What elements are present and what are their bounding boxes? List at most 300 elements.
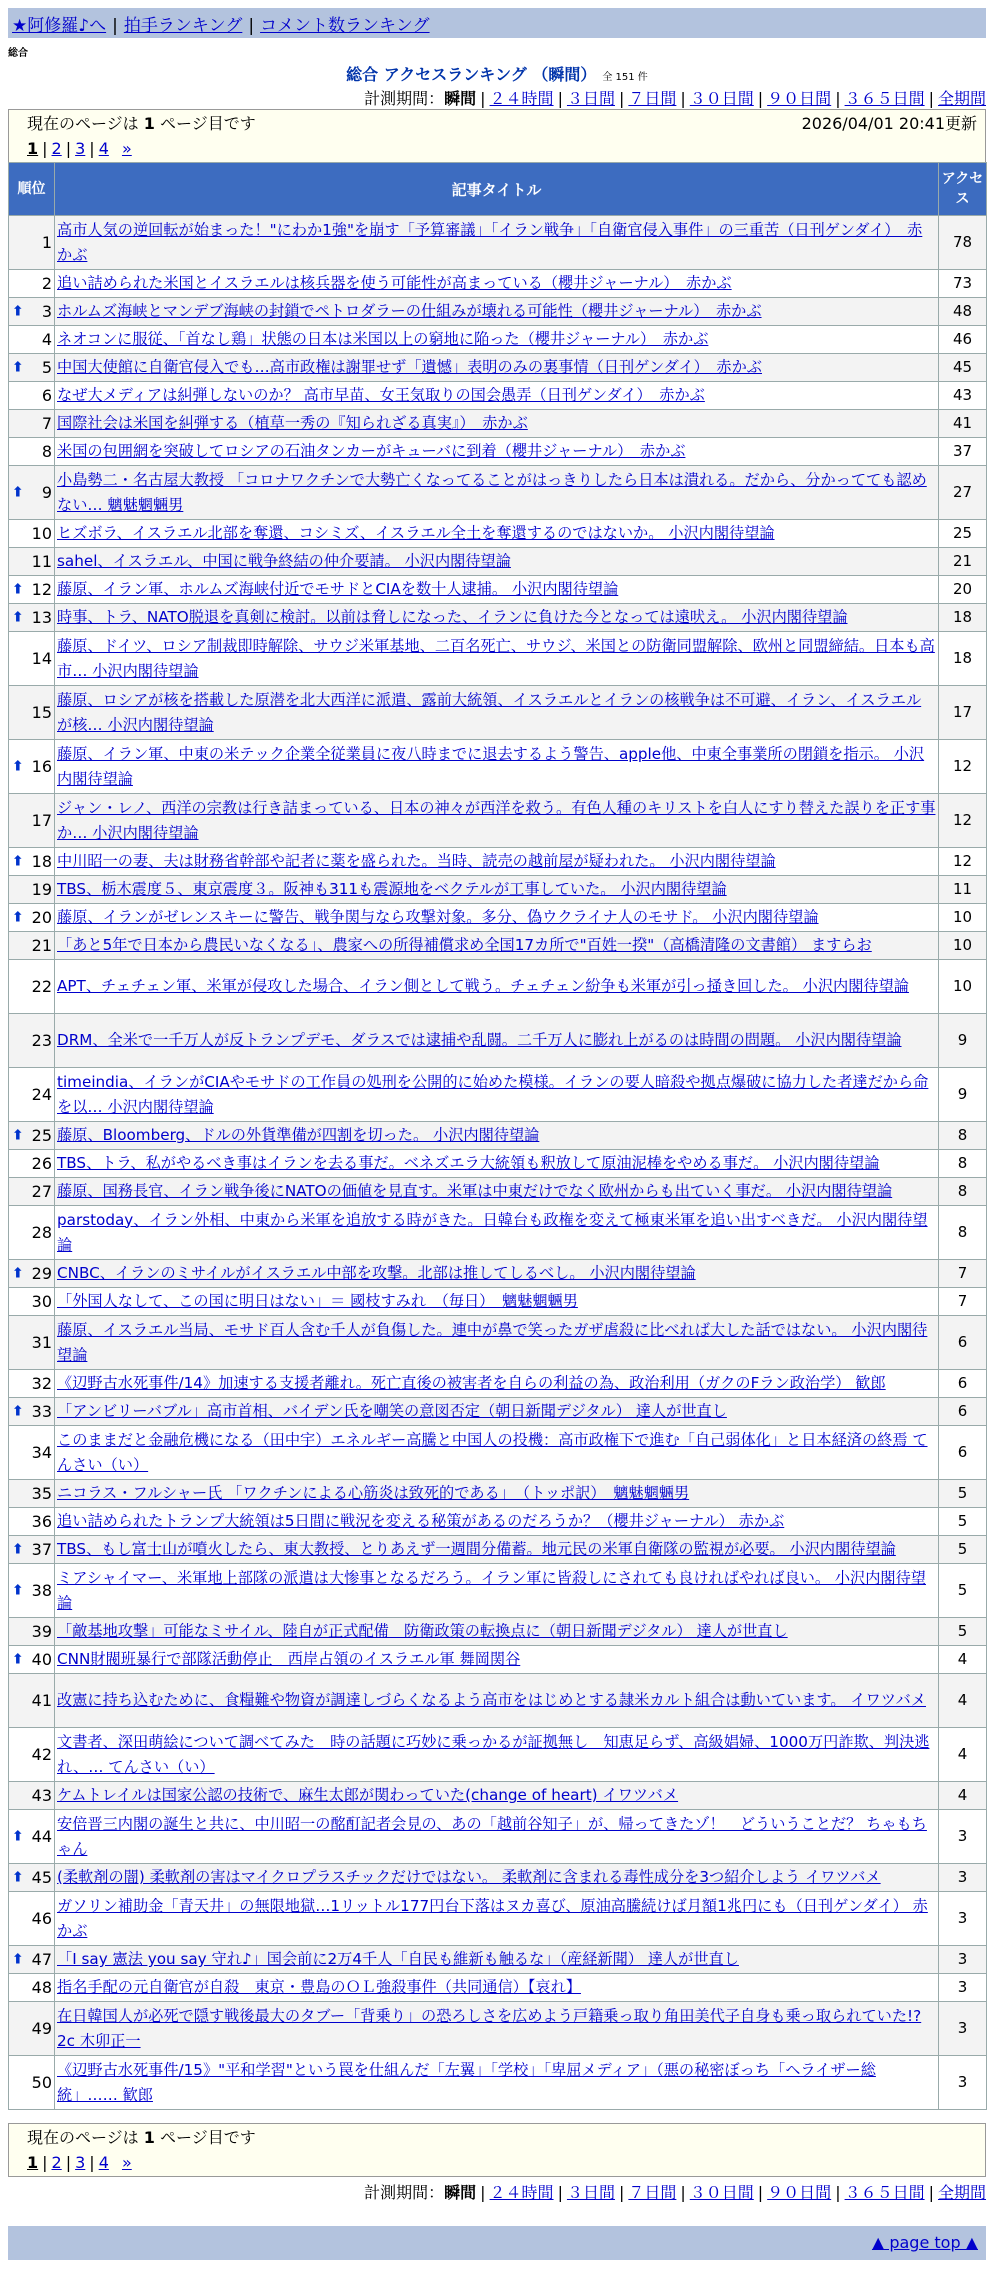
rank-cell	[9, 270, 55, 298]
article-link[interactable]: 米国の包囲網を突破してロシアの石油タンカーがキューバに到着（櫻井ジャーナル） 赤かぶ	[57, 442, 686, 460]
title-cell	[55, 1178, 939, 1206]
table-row	[9, 1508, 987, 1536]
rank-cell	[9, 326, 55, 354]
article-link[interactable]: ニコラス・フルシャー氏 「ワクチンによる心筋炎は致死的である」 （トッポ訳） 魑魅魍魎男	[57, 1484, 690, 1502]
rank-number: 1	[41, 233, 52, 252]
rank-number: 9	[41, 483, 52, 502]
article-link[interactable]: 文書者、深田萌絵について調べてみた 時の話題に巧妙に乗っかるが証拠無し 知恵足らず、高級娼婦、1000万円詐欺、判決逃れ、… てんさい（い）	[57, 1732, 930, 1776]
rank-number: 49	[31, 2019, 52, 2038]
access-count: 3	[939, 1892, 987, 1946]
rank-cell	[9, 1810, 55, 1864]
rank-cell	[9, 932, 55, 960]
table-row	[9, 438, 987, 466]
period-link[interactable]: ７日間	[628, 89, 677, 108]
title-cell	[55, 1426, 939, 1480]
table-row	[9, 270, 987, 298]
article-link[interactable]: 「あと5年で日本から農民いなくなる」、農家への所得補償求め全国17カ所で"百姓一揆"（高橋清隆の文書館） ますらお	[57, 936, 872, 954]
table-header	[9, 163, 987, 216]
article-link[interactable]: DRM、全米で一千万人が反トランプデモ、ダラスでは逮捕や乱闘。二千万人に膨れ上がるのは時間の問題。 小沢内閣待望論	[57, 1031, 902, 1049]
up-arrow-icon: ⬆	[12, 1828, 24, 1844]
access-count: 46	[939, 326, 987, 354]
table-row	[9, 794, 987, 848]
rank-cell	[9, 548, 55, 576]
up-arrow-icon: ⬆	[12, 1403, 24, 1419]
rank-cell	[9, 298, 55, 326]
access-count: 48	[939, 298, 987, 326]
pager-current: 1	[27, 139, 39, 158]
title-cell	[55, 1646, 939, 1674]
pager-link[interactable]: 2	[51, 139, 62, 158]
rank-number: 24	[31, 1085, 52, 1104]
table-row	[9, 576, 987, 604]
access-count: 27	[939, 466, 987, 520]
rank-number: 34	[31, 1443, 52, 1462]
article-link[interactable]: なぜ大メディアは糾弾しないのか？ 高市早苗、女王気取りの国会愚弄（日刊ゲンダイ） 赤かぶ	[57, 386, 705, 404]
access-count: 5	[939, 1480, 987, 1508]
article-link[interactable]: 《辺野古水死事件/14》加速する支援者離れ。死亡直後の被害者を自らの利益の為、政治利用（ガクのFラン政治学） 歓郎	[57, 1374, 886, 1392]
rank-cell	[9, 2056, 55, 2110]
article-link[interactable]: 追い詰められた米国とイスラエルは核兵器を使う可能性が高まっている（櫻井ジャーナル） 赤かぶ	[57, 274, 732, 292]
title-cell	[55, 576, 939, 604]
up-arrow-icon: ⬆	[12, 1651, 24, 1667]
table-row	[9, 740, 987, 794]
rank-number: 20	[31, 908, 52, 927]
table-row	[9, 410, 987, 438]
title-cell	[55, 1260, 939, 1288]
title-cell	[55, 740, 939, 794]
article-link[interactable]: sahel、イスラエル、中国に戦争終結の仲介要請。 小沢内閣待望論	[57, 552, 511, 570]
access-count: 9	[939, 1014, 987, 1068]
period-link[interactable]: ７日間	[628, 2183, 677, 2202]
title-cell	[55, 410, 939, 438]
title-cell	[55, 382, 939, 410]
title-cell	[55, 1674, 939, 1728]
current-page-text: 現在のページは	[27, 114, 139, 133]
access-count: 3	[939, 1810, 987, 1864]
rank-number: 30	[31, 1292, 52, 1311]
rank-cell	[9, 1728, 55, 1782]
article-link[interactable]: 中川昭一の妻、夫は財務省幹部や記者に薬を盛られた。当時、読売の越前屋が疑われた。 小沢内閣待望論	[57, 852, 776, 870]
table-row	[9, 216, 987, 270]
period-label: 計測期間：	[364, 89, 445, 108]
title-cell	[55, 1150, 939, 1178]
rank-number: 11	[31, 552, 52, 571]
rank-number: 22	[31, 977, 52, 996]
rank-number: 47	[31, 1950, 52, 1969]
pager-next[interactable]: »	[121, 2153, 132, 2172]
rank-number: 33	[31, 1402, 52, 1421]
title-cell	[55, 960, 939, 1014]
title-cell	[55, 466, 939, 520]
access-count: 6	[939, 1370, 987, 1398]
access-count: 41	[939, 410, 987, 438]
table-row	[9, 2002, 987, 2056]
rank-number: 39	[31, 1622, 52, 1641]
article-link[interactable]: 藤原、イラン軍、中東の米テック企業全従業員に夜八時までに退去するよう警告、apple他、中東全事業所の閉鎖を指示。 小沢内閣待望論	[57, 744, 925, 788]
rank-cell	[9, 1536, 55, 1564]
rank-number: 35	[31, 1484, 52, 1503]
table-row	[9, 1564, 987, 1618]
title-cell	[55, 326, 939, 354]
rank-cell	[9, 2002, 55, 2056]
article-link[interactable]: TBS、もし富士山が噴火したら、東大教授、とりあえず一週間分備蓄。地元民の米軍自衛隊の監視が必要。 小沢内閣待望論	[57, 1540, 896, 1558]
up-arrow-icon: ⬆	[12, 581, 24, 597]
article-link[interactable]: 「I say 憲法 you say 守れ♪」国会前に2万4千人「自民も維新も触るな」（産経新聞） 達人が世直し	[57, 1950, 739, 1968]
access-count: 8	[939, 1150, 987, 1178]
article-link[interactable]: ヒズボラ、イスラエル北部を奪還、コシミズ、イスラエル全土を奪還するのではないか。 小沢内閣待望論	[57, 524, 775, 542]
table-row	[9, 1810, 987, 1864]
rank-number: 46	[31, 1909, 52, 1928]
period-link[interactable]: ９０日間	[767, 2183, 832, 2202]
rank-number: 38	[31, 1581, 52, 1600]
period-link[interactable]: ３０日間	[689, 2183, 754, 2202]
pager-current: 1	[27, 2153, 39, 2172]
table-row	[9, 1206, 987, 1260]
table-row	[9, 1892, 987, 1946]
rank-number: 31	[31, 1333, 52, 1352]
current-page-suffix: ページ目です	[160, 2128, 256, 2147]
rank-number: 40	[31, 1650, 52, 1669]
period-link[interactable]: ２４時間	[489, 2183, 554, 2202]
access-count: 7	[939, 1288, 987, 1316]
period-link[interactable]: ３６５日間	[844, 89, 925, 108]
period-current: 瞬間	[444, 2183, 477, 2202]
up-arrow-icon: ⬆	[12, 359, 24, 375]
table-row	[9, 1288, 987, 1316]
access-count: 78	[939, 216, 987, 270]
title-cell	[55, 354, 939, 382]
rank-cell	[9, 876, 55, 904]
article-link[interactable]: CNBC、イランのミサイルがイスラエル中部を攻撃。北部は推してしるべし。 小沢内閣待望論	[57, 1264, 696, 1282]
rank-cell	[9, 382, 55, 410]
period-link[interactable]: 全期間	[937, 89, 986, 108]
title-cell	[55, 1014, 939, 1068]
access-count: 6	[939, 1316, 987, 1370]
article-link[interactable]: このままだと金融危機になる（田中宇）エネルギー高騰と中国人の投機：高市政権下で進む「自己弱体化」と日本経済の終焉 てんさい（い）	[57, 1430, 928, 1474]
rank-cell	[9, 848, 55, 876]
rank-cell	[9, 794, 55, 848]
title-cell	[55, 1564, 939, 1618]
period-link[interactable]: ３６５日間	[844, 2183, 925, 2202]
rank-cell	[9, 1892, 55, 1946]
access-count: 3	[939, 2002, 987, 2056]
access-count: 3	[939, 1946, 987, 1974]
period-link[interactable]: ３０日間	[689, 89, 754, 108]
access-count: 6	[939, 1398, 987, 1426]
title-cell	[55, 216, 939, 270]
table-row	[9, 520, 987, 548]
rank-number: 21	[31, 936, 52, 955]
article-link[interactable]: ネオコンに服従、「首なし鶏」状態の日本は米国以上の窮地に陥った（櫻井ジャーナル） 赤かぶ	[57, 330, 709, 348]
access-count: 11	[939, 876, 987, 904]
rank-number: 44	[31, 1827, 52, 1846]
up-arrow-icon: ⬆	[12, 484, 24, 500]
title-cell	[55, 1206, 939, 1260]
pager-next[interactable]: »	[121, 139, 132, 158]
rank-cell	[9, 1782, 55, 1810]
article-link[interactable]: timeindia、イランがCIAやモサドの工作員の処刑を公開的に始めた模様。イランの要人暗殺や拠点爆破に協力した者達だから命を以… 小沢内閣待望論	[57, 1072, 929, 1116]
access-count: 12	[939, 740, 987, 794]
rank-number: 14	[31, 649, 52, 668]
title-cell	[55, 848, 939, 876]
ranking-table	[8, 162, 987, 2110]
period-selector-bottom: 計測期間：瞬間 | ２４時間 | ３日間 | ７日間 | ３０日間 | ９０日間 | ３６５日間 | 全期間	[364, 2183, 986, 2202]
access-count: 4	[939, 1728, 987, 1782]
title-cell	[55, 1398, 939, 1426]
access-count: 20	[939, 576, 987, 604]
article-link[interactable]: 藤原、ドイツ、ロシア制裁即時解除、サウジ米軍基地、二百名死亡、サウジ、米国との防衛同盟解除、欧州と同盟締結。日本も高市… 小沢内閣待望論	[57, 636, 935, 680]
article-link[interactable]: 小島勢二・名古屋大教授 「コロナワクチンで大勢亡くなってることがはっきりしたら日本は潰れる。だから、分かってても認めない… 魑魅魍魎男	[57, 470, 927, 514]
hakushu-ranking-link[interactable]: 拍手ランキング	[123, 16, 243, 36]
period-link[interactable]: 全期間	[937, 2183, 986, 2202]
rank-number: 26	[31, 1154, 52, 1173]
access-count: 17	[939, 686, 987, 740]
article-link[interactable]: 高市人気の逆回転が始まった！"にわか1強"を崩す「予算審議」「イラン戦争」「自衛官侵入事件」の三重苦（日刊ゲンダイ） 赤かぶ	[57, 220, 923, 264]
table-row	[9, 960, 987, 1014]
article-link[interactable]: 藤原、Bloomberg、ドルの外貨準備が四割を切った。 小沢内閣待望論	[57, 1126, 540, 1144]
table-row	[9, 1122, 987, 1150]
rank-number: 16	[31, 757, 52, 776]
table-row	[9, 1974, 987, 2002]
period-link[interactable]: ９０日間	[767, 89, 832, 108]
rank-cell	[9, 1508, 55, 1536]
access-count: 5	[939, 1618, 987, 1646]
table-row	[9, 1260, 987, 1288]
up-arrow-icon: ⬆	[12, 909, 24, 925]
home-link[interactable]: ★阿修羅♪へ	[12, 16, 107, 36]
title-cell	[55, 520, 939, 548]
access-count: 18	[939, 604, 987, 632]
access-count: 10	[939, 960, 987, 1014]
article-link[interactable]: 安倍晋三内閣の誕生と共に、中川昭一の酩酊記者会見の、あの「越前谷知子」が、帰ってきたゾ！ どういうことだ？ ちゃもちゃん	[57, 1814, 927, 1858]
article-link[interactable]: 「敵基地攻撃」可能なミサイル、陸自が正式配備 防衛政策の転換点に（朝日新聞デジタル） 達人が世直し	[57, 1622, 788, 1640]
rank-cell	[9, 904, 55, 932]
title-cell	[55, 1508, 939, 1536]
article-link[interactable]: 「外国人なして、この国に明日はない」＝ 國枝すみれ （毎日） 魑魅魍魎男	[57, 1292, 578, 1310]
article-link[interactable]: 在日韓国人が必死で隠す戦後最大のタブー「背乗り」の恐ろしさを広めよう戸籍乗っ取り角田美代子自身も乗っ取られていた!?2c 木卯正一	[57, 2006, 922, 2050]
rank-cell	[9, 686, 55, 740]
pager-link[interactable]: 4	[98, 139, 109, 158]
rank-number: 10	[31, 524, 52, 543]
access-count: 6	[939, 1426, 987, 1480]
title-cell	[55, 1288, 939, 1316]
rank-cell	[9, 1564, 55, 1618]
article-link[interactable]: APT、チェチェン軍、米軍が侵攻した場合、イラン側として戦う。チェチェン紛争も米軍が引っ掻き回した。 小沢内閣待望論	[57, 977, 909, 995]
up-arrow-icon: ⬆	[12, 1951, 24, 1967]
period-link[interactable]: ２４時間	[489, 89, 554, 108]
comment-ranking-link[interactable]: コメント数ランキング	[260, 16, 430, 36]
article-link[interactable]: ミアシャイマー、米軍地上部隊の派遣は大惨事となるだろう。イラン軍に皆殺しにされても良ければやれば良い。 小沢内閣待望論	[57, 1568, 926, 1612]
article-link[interactable]: 藤原、イラン軍、ホルムズ海峡付近でモサドとCIAを数十人逮捕。 小沢内閣待望論	[57, 580, 619, 598]
rank-cell	[9, 604, 55, 632]
rank-number: 19	[31, 880, 52, 899]
rank-number: 8	[41, 442, 52, 461]
rank-cell	[9, 1014, 55, 1068]
table-row	[9, 1728, 987, 1782]
rank-number: 17	[31, 811, 52, 830]
access-count: 4	[939, 1646, 987, 1674]
rank-number: 5	[41, 358, 52, 377]
access-count: 45	[939, 354, 987, 382]
pager-link[interactable]: 2	[51, 2153, 62, 2172]
title-cell	[55, 1946, 939, 1974]
access-count: 4	[939, 1674, 987, 1728]
rank-number: 12	[31, 580, 52, 599]
page-top-link[interactable]: ▲ page top ▲	[871, 2233, 978, 2252]
bottom-bar	[8, 2226, 986, 2260]
pager-link[interactable]: 3	[75, 2153, 86, 2172]
rank-number: 23	[31, 1031, 52, 1050]
title-cell	[55, 604, 939, 632]
rank-number: 4	[41, 330, 52, 349]
article-link[interactable]: CNN財閥班暴行で部隊活動停止 西岸占領のイスラエル軍 舞岡関谷	[57, 1650, 521, 1668]
article-link[interactable]: 藤原、イスラエル当局、モサド百人含む千人が負傷した。連中が鼻で笑ったガザ虐殺に比べれば大した話ではない。 小沢内閣待望論	[57, 1320, 928, 1364]
article-link[interactable]: 指名手配の元自衛官が自殺 東京・豊島のＯＬ強殺事件（共同通信）【哀れ】	[57, 1978, 581, 1996]
article-link[interactable]: TBS、トラ、私がやるべき事はイランを去る事だ。ベネズエラ大統領も釈放して原油泥棒をやめる事だ。 小沢内閣待望論	[57, 1154, 880, 1172]
table-row	[9, 1946, 987, 1974]
rank-number: 50	[31, 2073, 52, 2092]
pager-link[interactable]: 3	[75, 139, 86, 158]
table-row	[9, 382, 987, 410]
period-link[interactable]: ３日間	[566, 2183, 615, 2202]
table-row	[9, 1014, 987, 1068]
article-link[interactable]: 改憲に持ち込むために、食糧難や物資が調達しづらくなるよう高市をはじめとする隷米カルト組合は動いています。 イワツバメ	[57, 1691, 926, 1709]
article-link[interactable]: ケムトレイルは国家公認の技術で、麻生太郎が関わっていた(change of heart) イワツバメ	[57, 1786, 679, 1804]
title-cell	[55, 1480, 939, 1508]
rank-number: 6	[41, 386, 52, 405]
title-cell	[55, 1536, 939, 1564]
col-access: アクセス	[939, 163, 987, 216]
rank-cell	[9, 1646, 55, 1674]
rank-number: 48	[31, 1978, 52, 1997]
pager-top: 1 | 2 | 3 | 4 »	[27, 139, 132, 158]
rank-cell	[9, 740, 55, 794]
rank-number: 28	[31, 1223, 52, 1242]
access-count: 8	[939, 1122, 987, 1150]
rank-cell	[9, 1864, 55, 1892]
article-link[interactable]: 《辺野古水死事件/15》"平和学習"という罠を仕組んだ「左翼」「学校」「卑屈メディア」（悪の秘密ぼっち「ヘライザー総統」…… 歓郎	[57, 2060, 876, 2104]
rank-cell	[9, 1150, 55, 1178]
title-cell	[55, 1370, 939, 1398]
rank-number: 41	[31, 1691, 52, 1710]
article-link[interactable]: 藤原、イランがゼレンスキーに警告、戦争関与なら攻撃対象。多分、偽ウクライナ人のモサド。 小沢内閣待望論	[57, 908, 819, 926]
col-rank: 順位	[9, 163, 55, 216]
title-cell	[55, 2002, 939, 2056]
rank-cell	[9, 216, 55, 270]
rank-cell	[9, 576, 55, 604]
pager-link[interactable]: 4	[98, 2153, 109, 2172]
article-link[interactable]: 「アンビリーバブル」高市首相、バイデン氏を嘲笑の意図否定（朝日新聞デジタル） 達人が世直し	[57, 1402, 727, 1420]
table-row	[9, 1864, 987, 1892]
title-cell	[55, 1728, 939, 1782]
rank-number: 7	[41, 414, 52, 433]
rank-cell	[9, 960, 55, 1014]
up-arrow-icon: ⬆	[12, 758, 24, 774]
access-count: 12	[939, 848, 987, 876]
article-link[interactable]: 時事、トラ、NATO脱退を真剣に検討。以前は脅しになった、イランに負けた今となっては遠吠え。 小沢内閣待望論	[57, 608, 848, 626]
period-link[interactable]: ３日間	[566, 89, 615, 108]
access-count: 3	[939, 1864, 987, 1892]
title-cell	[55, 1810, 939, 1864]
ranking-title: 総合 アクセスランキング （瞬間）	[346, 65, 597, 84]
current-page-number: 1	[143, 2128, 155, 2147]
rank-cell	[9, 1068, 55, 1122]
title-cell	[55, 1316, 939, 1370]
rank-cell	[9, 1122, 55, 1150]
rank-number: 29	[31, 1264, 52, 1283]
top-nav: ★阿修羅♪へ | 拍手ランキング | コメント数ランキング	[8, 8, 986, 38]
up-arrow-icon: ⬆	[12, 853, 24, 869]
title-cell	[55, 270, 939, 298]
rank-cell	[9, 438, 55, 466]
period-current: 瞬間	[444, 89, 477, 108]
rank-cell	[9, 410, 55, 438]
table-row	[9, 466, 987, 520]
title-cell	[55, 1864, 939, 1892]
title-cell	[55, 1068, 939, 1122]
rank-cell	[9, 1370, 55, 1398]
article-link[interactable]: ホルムズ海峡とマンデブ海峡の封鎖でペトロダラーの仕組みが壊れる可能性（櫻井ジャーナル） 赤かぶ	[57, 302, 762, 320]
article-link[interactable]: parstoday、イラン外相、中東から米軍を追放する時がきた。日韓台も政権を変えて極東米軍を追い出すべきだ。 小沢内閣待望論	[57, 1210, 928, 1254]
rank-cell	[9, 466, 55, 520]
access-count: 10	[939, 932, 987, 960]
article-link[interactable]: ガソリン補助金「青天井」の無限地獄…1リットル177円台下落はヌカ喜び、原油高騰続けば月額1兆円にも（日刊ゲンダイ） 赤かぶ	[57, 1896, 928, 1940]
category-label: 総合	[8, 48, 28, 59]
current-page-text: 現在のページは	[27, 2128, 139, 2147]
up-arrow-icon: ⬆	[12, 303, 24, 319]
up-arrow-icon: ⬆	[12, 1582, 24, 1598]
title-cell	[55, 548, 939, 576]
rank-number: 18	[31, 852, 52, 871]
rank-number: 15	[31, 703, 52, 722]
up-arrow-icon: ⬆	[12, 1541, 24, 1557]
rank-cell	[9, 1206, 55, 1260]
article-link[interactable]: 中国大使館に自衛官侵入でも…高市政権は謝罪せず「遺憾」表明のみの裏事情（日刊ゲンダイ） 赤かぶ	[57, 358, 762, 376]
title-cell	[55, 438, 939, 466]
access-count: 37	[939, 438, 987, 466]
article-link[interactable]: 藤原、国務長官、イラン戦争後にNATOの価値を見直す。米軍は中東だけでなく欧州からも出ていく事だ。 小沢内閣待望論	[57, 1182, 893, 1200]
rank-number: 2	[41, 274, 52, 293]
page-info-bottom	[8, 2123, 986, 2177]
title-cell	[55, 932, 939, 960]
table-row	[9, 876, 987, 904]
table-row	[9, 1646, 987, 1674]
article-link[interactable]: ジャン・レノ、西洋の宗教は行き詰まっている、日本の神々が西洋を救う。有色人種のキリストを白人にすり替えた誤りを正す事か… 小沢内閣待望論	[57, 798, 936, 842]
access-count: 9	[939, 1068, 987, 1122]
table-row	[9, 1370, 987, 1398]
access-count: 4	[939, 1782, 987, 1810]
article-link[interactable]: (柔軟剤の闇) 柔軟剤の害はマイクロプラスチックだけではない。 柔軟剤に含まれる毒性成分を3つ紹介しよう イワツバメ	[57, 1868, 881, 1886]
table-row	[9, 1150, 987, 1178]
article-link[interactable]: 藤原、ロシアが核を搭載した原潜を北大西洋に派遣、露前大統領、イスラエルとイランの核戦争は不可避、イラン、イスラエルが核… 小沢内閣待望論	[57, 690, 922, 734]
table-row	[9, 848, 987, 876]
access-count: 5	[939, 1536, 987, 1564]
updated-time: 2026/04/01 20:41更新	[801, 114, 977, 133]
table-row	[9, 1618, 987, 1646]
article-link[interactable]: 国際社会は米国を糾弾する（植草一秀の『知られざる真実』） 赤かぶ	[57, 414, 528, 432]
table-row	[9, 326, 987, 354]
rank-number: 42	[31, 1745, 52, 1764]
article-link[interactable]: 追い詰められたトランプ大統領は5日間に戦況を変える秘策があるのだろうか？（櫻井ジャーナル） 赤かぶ	[57, 1512, 785, 1530]
rank-number: 37	[31, 1540, 52, 1559]
rank-cell	[9, 1260, 55, 1288]
rank-cell	[9, 1398, 55, 1426]
table-row	[9, 298, 987, 326]
access-count: 3	[939, 2056, 987, 2110]
rank-cell	[9, 1480, 55, 1508]
article-link[interactable]: TBS、栃木震度５、東京震度３。阪神も311も震源地をベクテルが工事していた。 小沢内閣待望論	[57, 880, 727, 898]
table-row	[9, 1536, 987, 1564]
